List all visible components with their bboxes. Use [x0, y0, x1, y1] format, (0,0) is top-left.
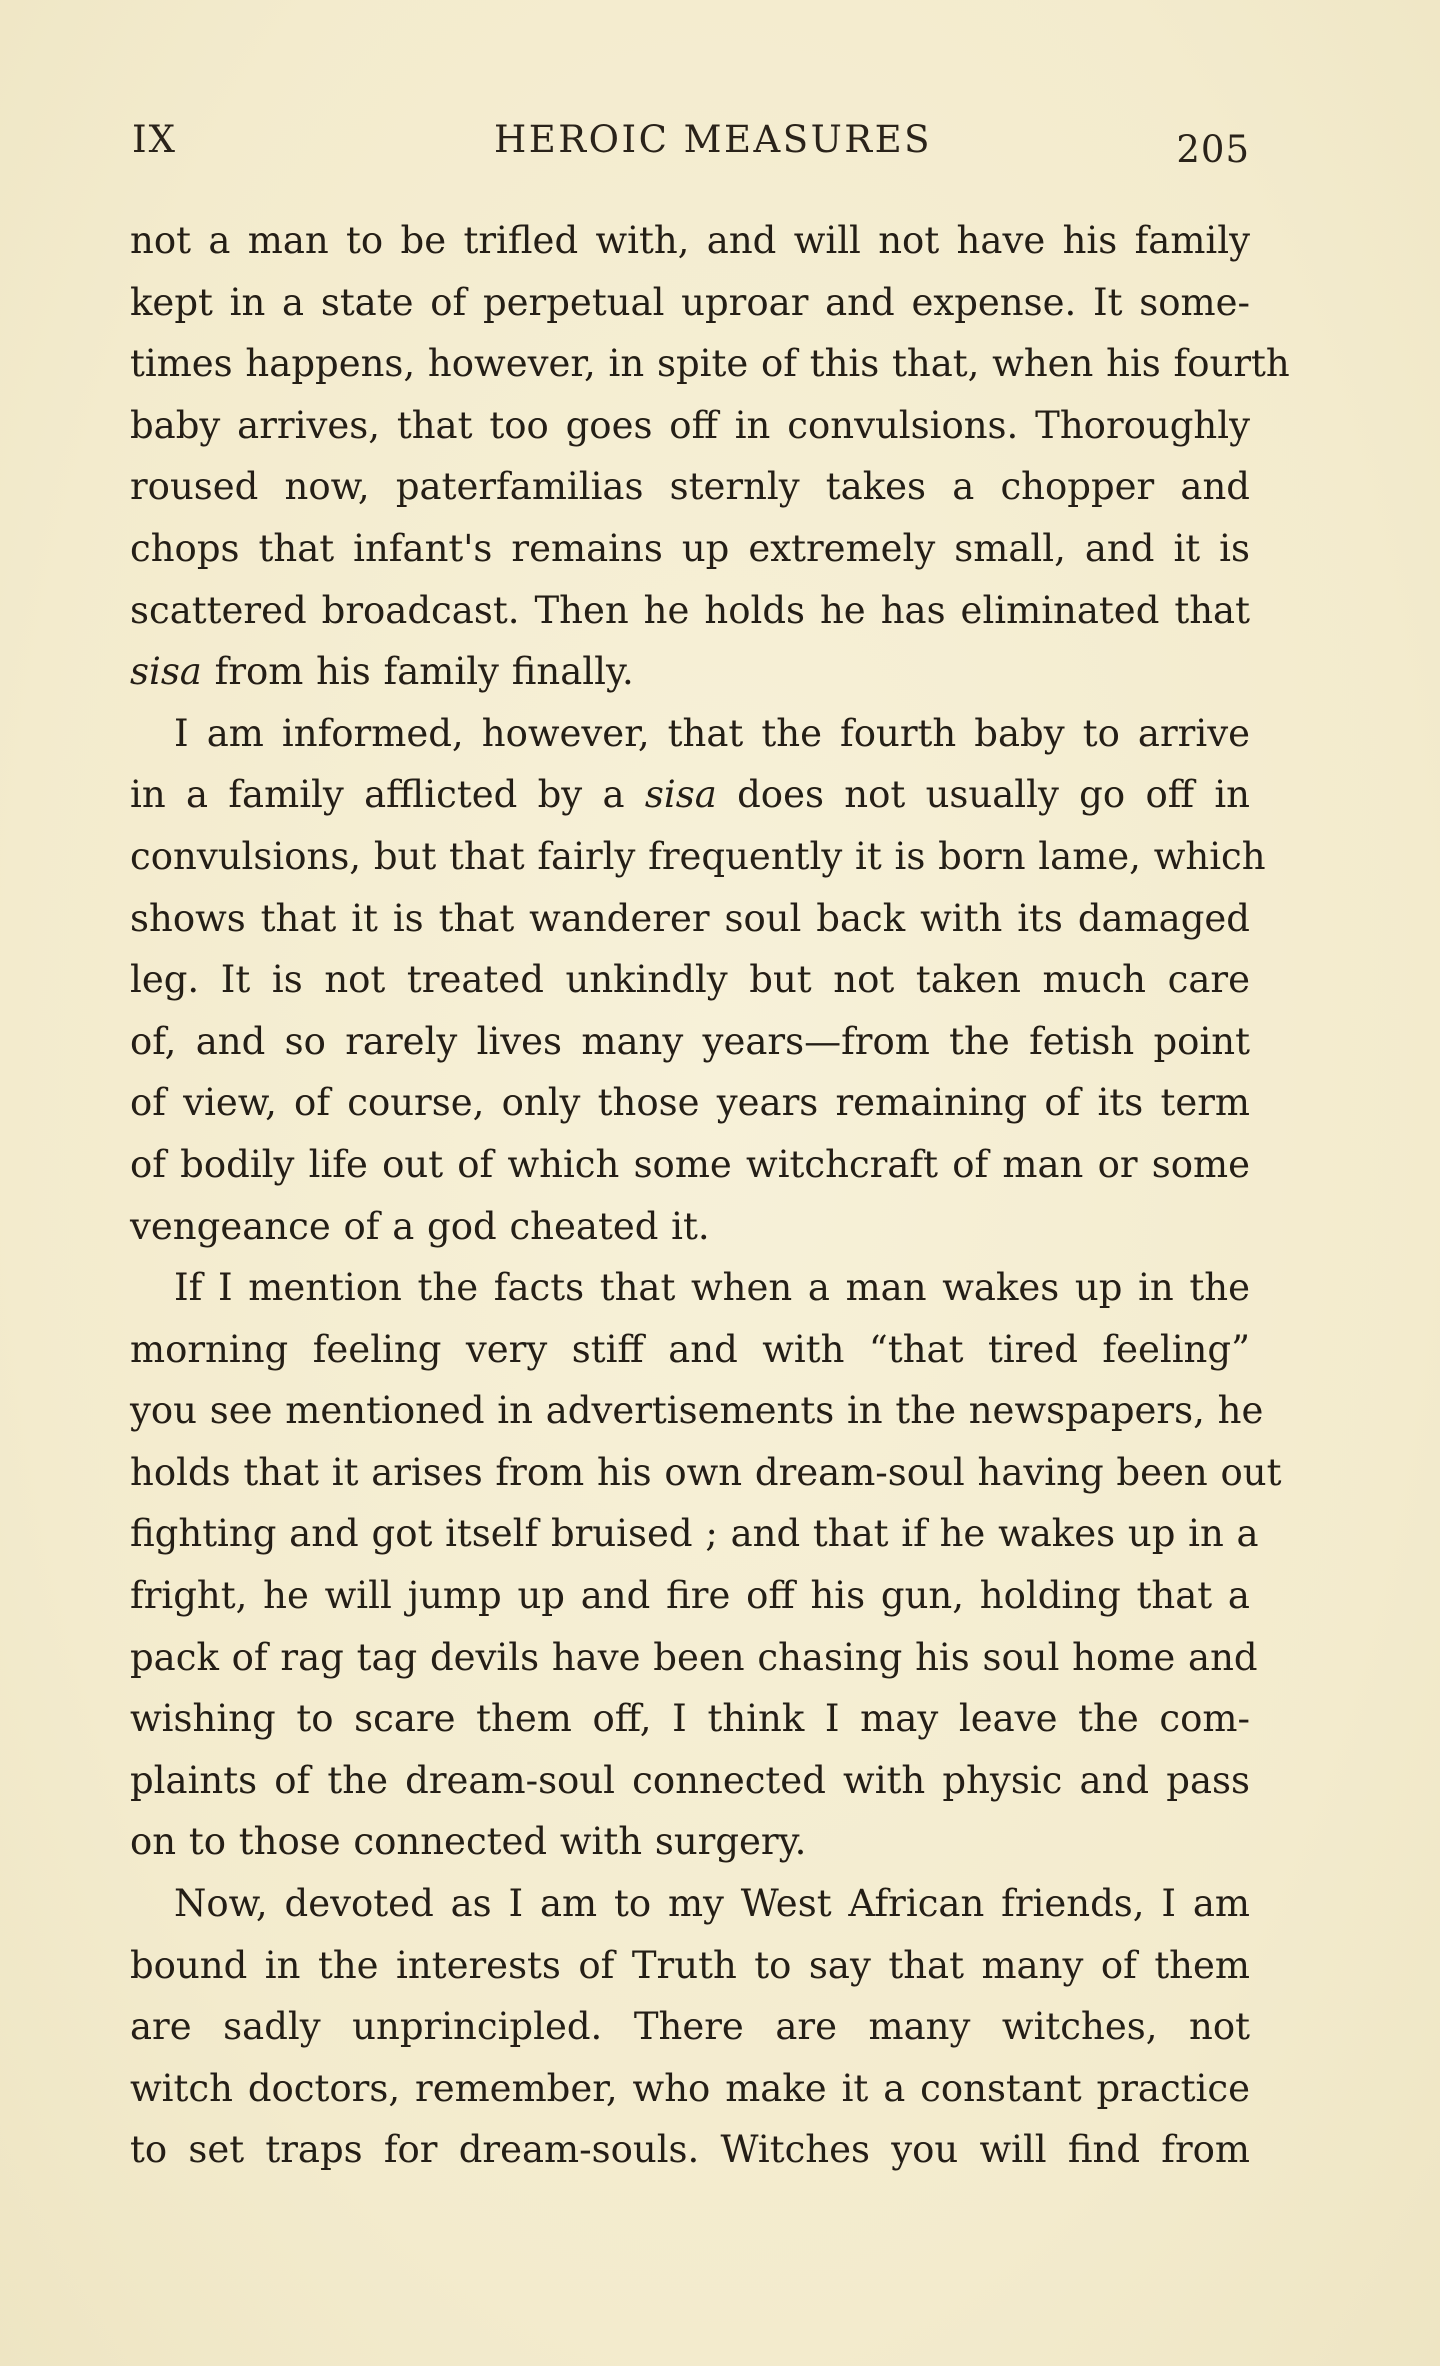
text-line: in a family afflicted by a sisa does not usually go off in	[130, 773, 1250, 817]
text-line: scattered broadcast. Then he holds he has eliminated that	[130, 588, 1250, 632]
text-line: on to those connected with surgery.	[130, 1820, 807, 1864]
text-line: fright, he will jump up and fire off his gun, holding that a	[130, 1574, 1250, 1618]
text-line: of bodily life out of which some witchcraft of man or some	[130, 1142, 1250, 1186]
text-line: you see mentioned in advertisements in the newspapers, he	[130, 1389, 1264, 1433]
italic-term: sisa	[130, 650, 202, 694]
text-line: convulsions, but that fairly frequently it is born lame, which	[130, 834, 1266, 878]
body-text	[130, 210, 1290, 2181]
running-header	[132, 118, 1250, 171]
paragraph-first-line: If I mention the facts that when a man wakes up in the	[174, 1266, 1250, 1310]
text-line: are sadly unprincipled. There are many witches, not	[130, 2005, 1250, 2049]
text-line: witch doctors, remember, who make it a constant practice	[130, 2066, 1250, 2110]
text-line: baby arrives, that too goes off in convulsions. Thoroughly	[130, 403, 1250, 447]
text-line: vengeance of a god cheated it.	[130, 1204, 710, 1248]
text-line: roused now, paterfamilias sternly takes a chopper and	[130, 465, 1250, 509]
text-line: of view, of course, only those years remaining of its term	[130, 1081, 1250, 1125]
text-line: plaints of the dream-soul connected with physic and pass	[130, 1758, 1250, 1802]
text-line: not a man to be trifled with, and will not have his family	[130, 219, 1250, 262]
text-line: of, and so rarely lives many years—from the fetish point	[130, 1019, 1250, 1063]
text-line: fighting and got itself bruised ; and that if he wakes up in a	[130, 1512, 1259, 1556]
text-line: chops that infant's remains up extremely small, and it is	[130, 526, 1250, 570]
running-title: HEROIC MEASURES	[494, 118, 933, 161]
text-line: bound in the interests of Truth to say that many of them	[130, 1943, 1250, 1987]
chapter-number: IX	[132, 118, 177, 161]
text-line: sisa from his family finally.	[130, 650, 634, 694]
italic-term: sisa	[644, 773, 717, 817]
text-line: wishing to scare them off, I think I may leave the com-	[130, 1697, 1250, 1741]
text-line: holds that it arises from his own dream-soul having been out	[130, 1450, 1282, 1494]
text-line: pack of rag tag devils have been chasing his soul home and	[130, 1635, 1258, 1679]
text-line: morning feeling very stiff and with “that tired feeling”	[130, 1327, 1250, 1371]
paragraph-first-line: I am informed, however, that the fourth baby to arrive	[174, 711, 1250, 755]
text-line: kept in a state of perpetual uproar and expense. It some-	[130, 280, 1250, 324]
text-line: shows that it is that wanderer soul back with its damaged	[130, 896, 1250, 940]
text-line: leg. It is not treated unkindly but not taken much care	[130, 958, 1250, 1002]
page-number: 205	[1176, 128, 1250, 171]
text-line: to set traps for dream-souls. Witches you will find from	[130, 2128, 1250, 2172]
paragraph-first-line: Now, devoted as I am to my West African friends, I am	[174, 1882, 1250, 1926]
text-line: times happens, however, in spite of this that, when his fourth	[130, 342, 1290, 386]
